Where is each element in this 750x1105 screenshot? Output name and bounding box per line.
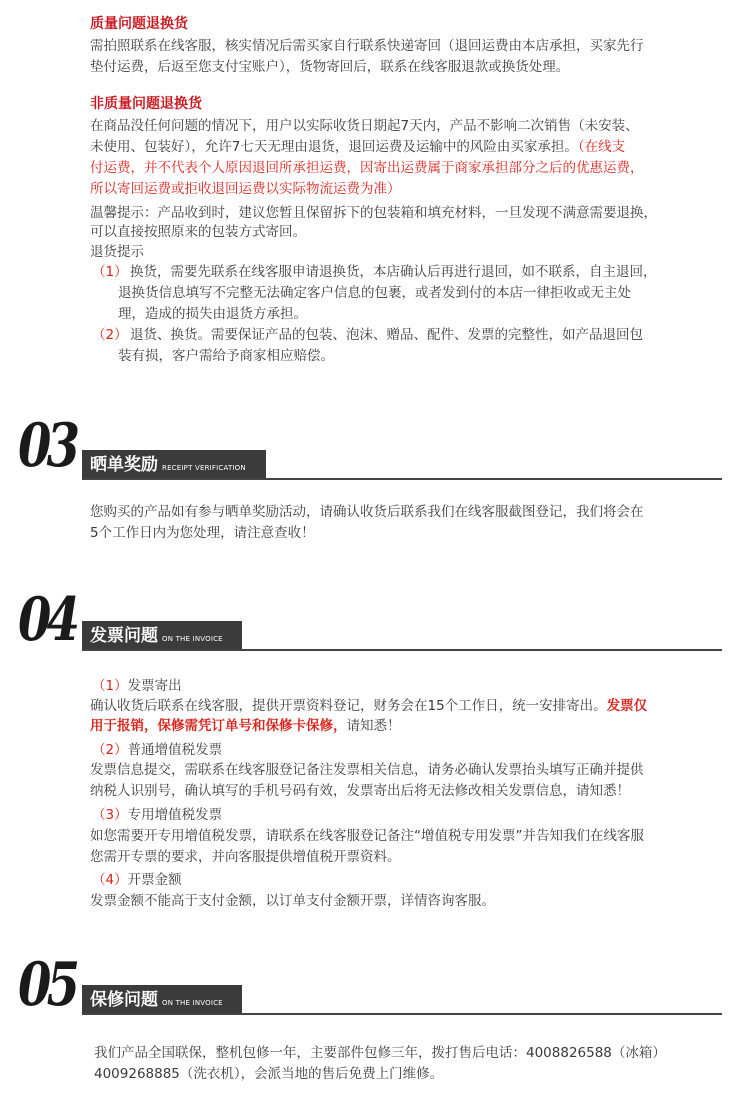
section-04-subtitle: ON THE INVOICE <box>162 635 223 643</box>
return-tip-1-line-1: 换货，需要先联系在线客服申请退换货，本店确认后再进行退回，如不联系，自主退回， <box>130 264 657 280</box>
invoice-item-3-title: 专用增值税发票 <box>127 807 223 823</box>
section-03-header-bar <box>82 450 266 480</box>
invoice-item-3-line-2: 您需开专票的要求，并向客服提供增值税开票资料。 <box>90 849 401 865</box>
section-03-subtitle: RECEIPT VERIFICATION <box>162 464 246 472</box>
invoice-item-2-number: （2） <box>92 742 128 758</box>
section-04-number: 04 <box>18 585 76 655</box>
invoice-item-4-number: （4） <box>92 872 128 888</box>
warm-tip-line-1: 温馨提示：产品收到时，建议您暂且保留拆下的包装箱和填充材料，一旦发现不满意需要退换， <box>90 205 657 221</box>
section-05-divider <box>82 1013 722 1015</box>
invoice-item-1-title: 发票寄出 <box>127 678 182 694</box>
invoice-item-1-line-2 <box>90 716 401 736</box>
section-05-title: 保修问题 <box>90 990 158 1010</box>
quality-return-title: 质量问题退换货 <box>90 16 188 32</box>
invoice-item-3-line-1: 如您需要开专用增值税发票，请联系在线客服登记备注“增值税专用发票”并告知我们在线客服 <box>90 828 644 844</box>
section-03-line-1: 您购买的产品如有参与晒单奖励活动，请确认收货后联系我们在线客服截图登记，我们将会在 <box>90 504 644 520</box>
nonquality-return-line-3: 付运费，并不代表个人原因退回所承担运费，因寄出运费属于商家承担部分之后的优惠运费， <box>90 160 644 176</box>
invoice-item-1-line-2-plain: 请知悉！ <box>346 718 401 734</box>
section-05-line-2: 4009268885（洗衣机），会派当地的售后免费上门维修。 <box>94 1066 444 1082</box>
section-03-line-2: 5个工作日内为您处理，请注意查收！ <box>90 525 315 541</box>
return-tip-2-line-1: 退货、换货。需要保证产品的包装、泡沫、赠品、配件、发票的完整性，如产品退回包 <box>130 327 643 343</box>
section-04-title: 发票问题 <box>90 626 158 646</box>
invoice-item-4-title: 开票金额 <box>127 872 182 888</box>
quality-return-line-1: 需拍照联系在线客服，核实情况后需买家自行联系快递寄回（退回运费由本店承担，买家先行 <box>90 38 644 54</box>
return-tip-2-number: （2） <box>92 327 128 343</box>
section-03-title: 晒单奖励 <box>90 455 158 475</box>
invoice-item-3-number: （3） <box>92 807 128 823</box>
invoice-item-4-line-1: 发票金额不能高于支付金额，以订单支付金额开票，详情咨询客服。 <box>90 893 495 909</box>
invoice-item-1-line-1-plain: 确认收货后联系在线客服，提供开票资料登记，财务会在15个工作日，统一安排寄出。 <box>90 698 607 714</box>
invoice-item-1-number: （1） <box>92 678 128 694</box>
invoice-item-3-heading <box>92 805 222 825</box>
quality-return-line-2: 垫付运费，后返至您支付宝账户），货物寄回后，联系在线客服退款或换货处理。 <box>90 59 570 75</box>
nonquality-return-line-2 <box>90 137 625 157</box>
invoice-item-2-heading <box>92 740 222 760</box>
section-04-header-bar <box>82 621 242 651</box>
invoice-item-4-heading <box>92 870 182 890</box>
section-05-subtitle: ON THE INVOICE <box>162 999 223 1007</box>
section-03-number: 03 <box>18 411 76 481</box>
return-tip-1-number: （1） <box>92 264 128 280</box>
section-05-header-bar <box>82 985 242 1015</box>
invoice-item-2-line-1: 发票信息提交，需联系在线客服登记备注发票相关信息，请务必确认发票抬头填写正确并提供 <box>90 762 644 778</box>
invoice-item-2-title: 普通增值税发票 <box>127 742 223 758</box>
section-05-number: 05 <box>18 950 76 1020</box>
section-04-divider <box>82 649 722 651</box>
nonquality-return-line-2-red: （在线支 <box>577 139 626 155</box>
return-tips-title: 退货提示 <box>90 244 144 260</box>
nonquality-return-line-2-plain: 未使用、包装好），允许7七天无理由退货，退回运费及运输中的风险由买家承担。 <box>90 139 578 155</box>
nonquality-return-line-4: 所以寄回运费或拒收退回运费以实际物流运费为准） <box>90 181 401 197</box>
nonquality-return-title: 非质量问题退换货 <box>90 96 202 112</box>
invoice-item-1-heading <box>92 676 182 696</box>
nonquality-return-line-1: 在商品没任何问题的情况下，用户以实际收货日期起7天内，产品不影响二次销售（未安装、 <box>90 118 639 134</box>
section-03-divider <box>82 478 722 480</box>
return-tip-1-line-2: 退换货信息填写不完整无法确定客户信息的包裹，或者发到付的本店一律拒收或无主处 <box>118 285 631 301</box>
return-tip-2-line-2: 装有损，客户需给予商家相应赔偿。 <box>118 348 334 364</box>
invoice-item-2-line-2: 纳税人识别号，确认填写的手机号码有效，发票寄出后将无法修改相关发票信息，请知悉！ <box>90 783 630 799</box>
invoice-item-1-line-1-red: 发票仅 <box>606 698 648 714</box>
invoice-item-1-line-2-red: 用于报销，保修需凭订单号和保修卡保修， <box>90 718 347 734</box>
invoice-item-1-line-1 <box>90 696 647 716</box>
section-05-line-1: 我们产品全国联保，整机包修一年，主要部件包修三年，拨打售后电话：4008826588（冰箱） <box>94 1045 666 1061</box>
warm-tip-line-2: 可以直接按照原来的包装方式寄回。 <box>90 224 306 240</box>
return-tip-1-line-3: 理，造成的损失由退货方承担。 <box>118 306 307 322</box>
